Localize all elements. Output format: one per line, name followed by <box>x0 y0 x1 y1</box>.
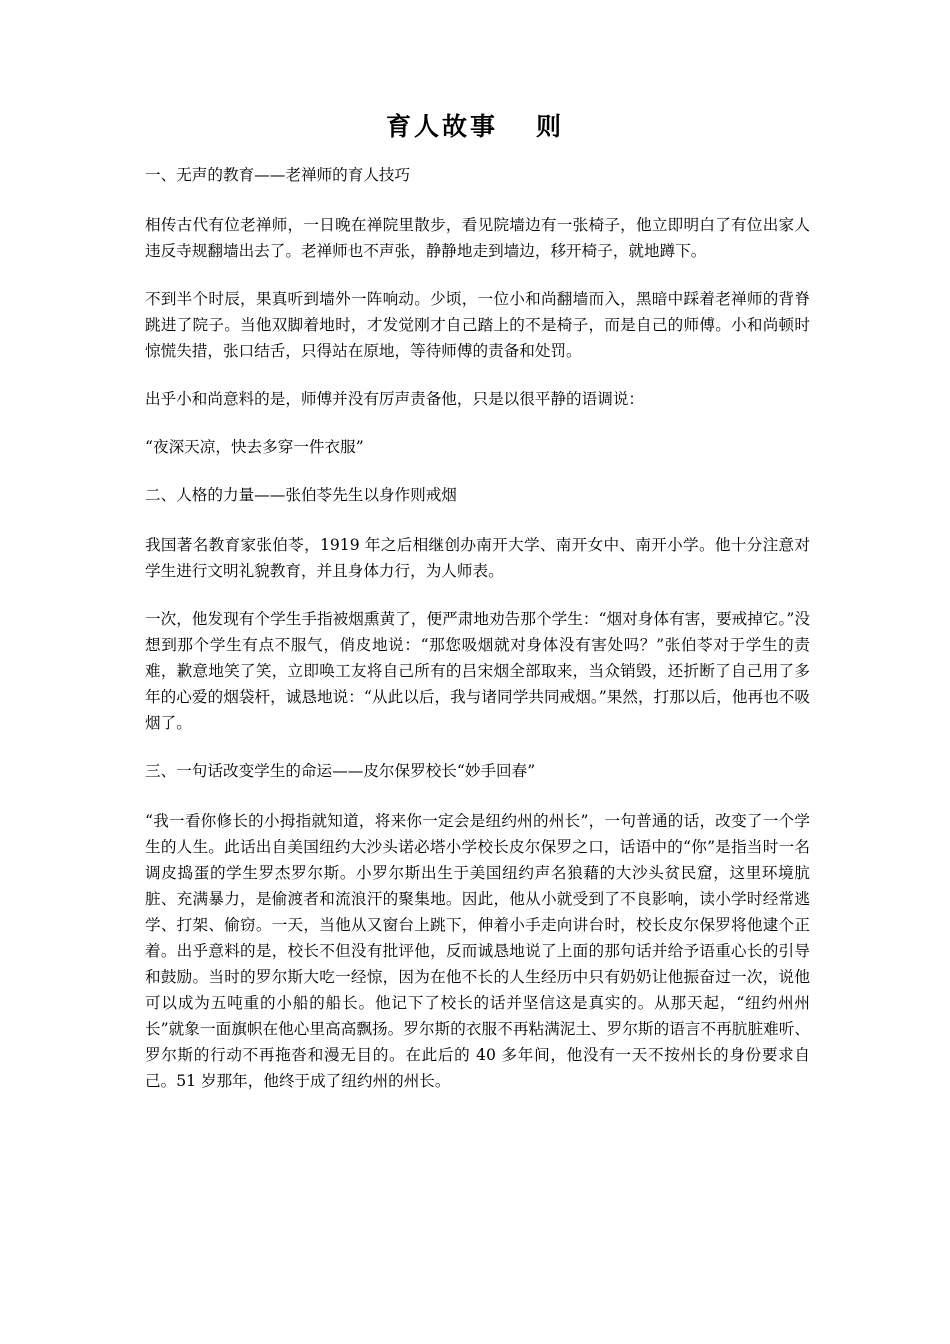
paragraph: “我一看你修长的小拇指就知道，将来你一定会是纽约州的州长”，一句普通的话，改变了一个学生的人生。此话出自美国纽约大沙头诺必塔小学校长皮尔保罗之口，话语中的“你”是指当时一名调皮捣蛋的学生罗杰罗尔斯。小罗尔斯出生于美国纽约声名狼藉的大沙头贫民窟，这里环境肮脏、充满暴力，是偷渡者和流浪汗的聚集地。因此，他从小就受到了不良影响，读小学时经常逃学、打架、偷窃。一天，当他从又窗台上跳下，伸着小手走向讲台时，校长皮尔保罗将他逮个正着。出乎意料的是，校长不但没有批评他，反而诚恳地说了上面的那句话并给予语重心长的引导和鼓励。当时的罗尔斯大吃一经惊，因为在他不长的人生经历中只有奶奶让他振奋过一次，说他可以成为五吨重的小船的船长。他记下了校长的话并坚信这是真实的。从那天起，“纽约州州长”就象一面旗帜在他心里高高飘扬。罗尔斯的衣服不再粘满泥土、罗尔斯的语言不再肮脏难听、罗尔斯的行动不再拖沓和漫无目的。在此后的 40 多年间，他没有一天不按州长的身份要求自己。51 岁那年，他终于成了纽约州的州长。 <box>145 812 810 1090</box>
paragraph: 相传古代有位老禅师，一日晚在禅院里散步，看见院墙边有一张椅子，他立即明白了有位出家人违反寺规翻墙出去了。老禅师也不声张，静静地走到墙边，移开椅子，就地蹲下。 <box>145 216 810 260</box>
paragraph: 出乎小和尚意料的是，师傅并没有厉声责备他，只是以很平静的语调说： <box>145 390 645 408</box>
document-body <box>145 162 810 1116</box>
section-heading-2: 二、人格的力量——张伯苓先生以身作则戒烟 <box>145 486 457 504</box>
title-main: 育人故事 <box>385 112 498 141</box>
title-suffix: 则 <box>536 112 565 141</box>
quote-paragraph: “夜深天凉，快去多穿一件衣服” <box>145 438 364 456</box>
section-heading-1: 一、无声的教育——老禅师的育人技巧 <box>145 166 411 184</box>
paragraph: 一次，他发现有个学生手指被烟熏黄了，便严肃地劝告那个学生：“烟对身体有害，要戒掉它。”没想到那个学生有点不服气，俏皮地说：“那您吸烟就对身体没有害处吗？”张伯苓对于学生的责难，歉意地笑了笑，立即唤工友将自己所有的吕宋烟全部取来，当众销毁，还折断了自己用了多年的心爱的烟袋杆，诚恳地说：“从此以后，我与诸同学共同戒烟。”果然，打那以后，他再也不吸烟了。 <box>145 610 810 732</box>
paragraph: 我国著名教育家张伯苓，1919 年之后相继创办南开大学、南开女中、南开小学。他十分注意对学生进行文明礼貌教育，并且身体力行，为人师表。 <box>145 536 810 580</box>
paragraph: 不到半个时辰，果真听到墙外一阵响动。少顷，一位小和尚翻墙而入，黑暗中踩着老禅师的背脊跳进了院子。当他双脚着地时，才发觉刚才自己踏上的不是椅子，而是自己的师傅。小和尚顿时惊慌失措，张口结舌，只得站在原地，等待师傅的责备和处罚。 <box>145 290 810 360</box>
section-heading-3: 三、一句话改变学生的命运——皮尔保罗校长“妙手回春” <box>145 762 536 780</box>
document-title <box>0 110 950 144</box>
